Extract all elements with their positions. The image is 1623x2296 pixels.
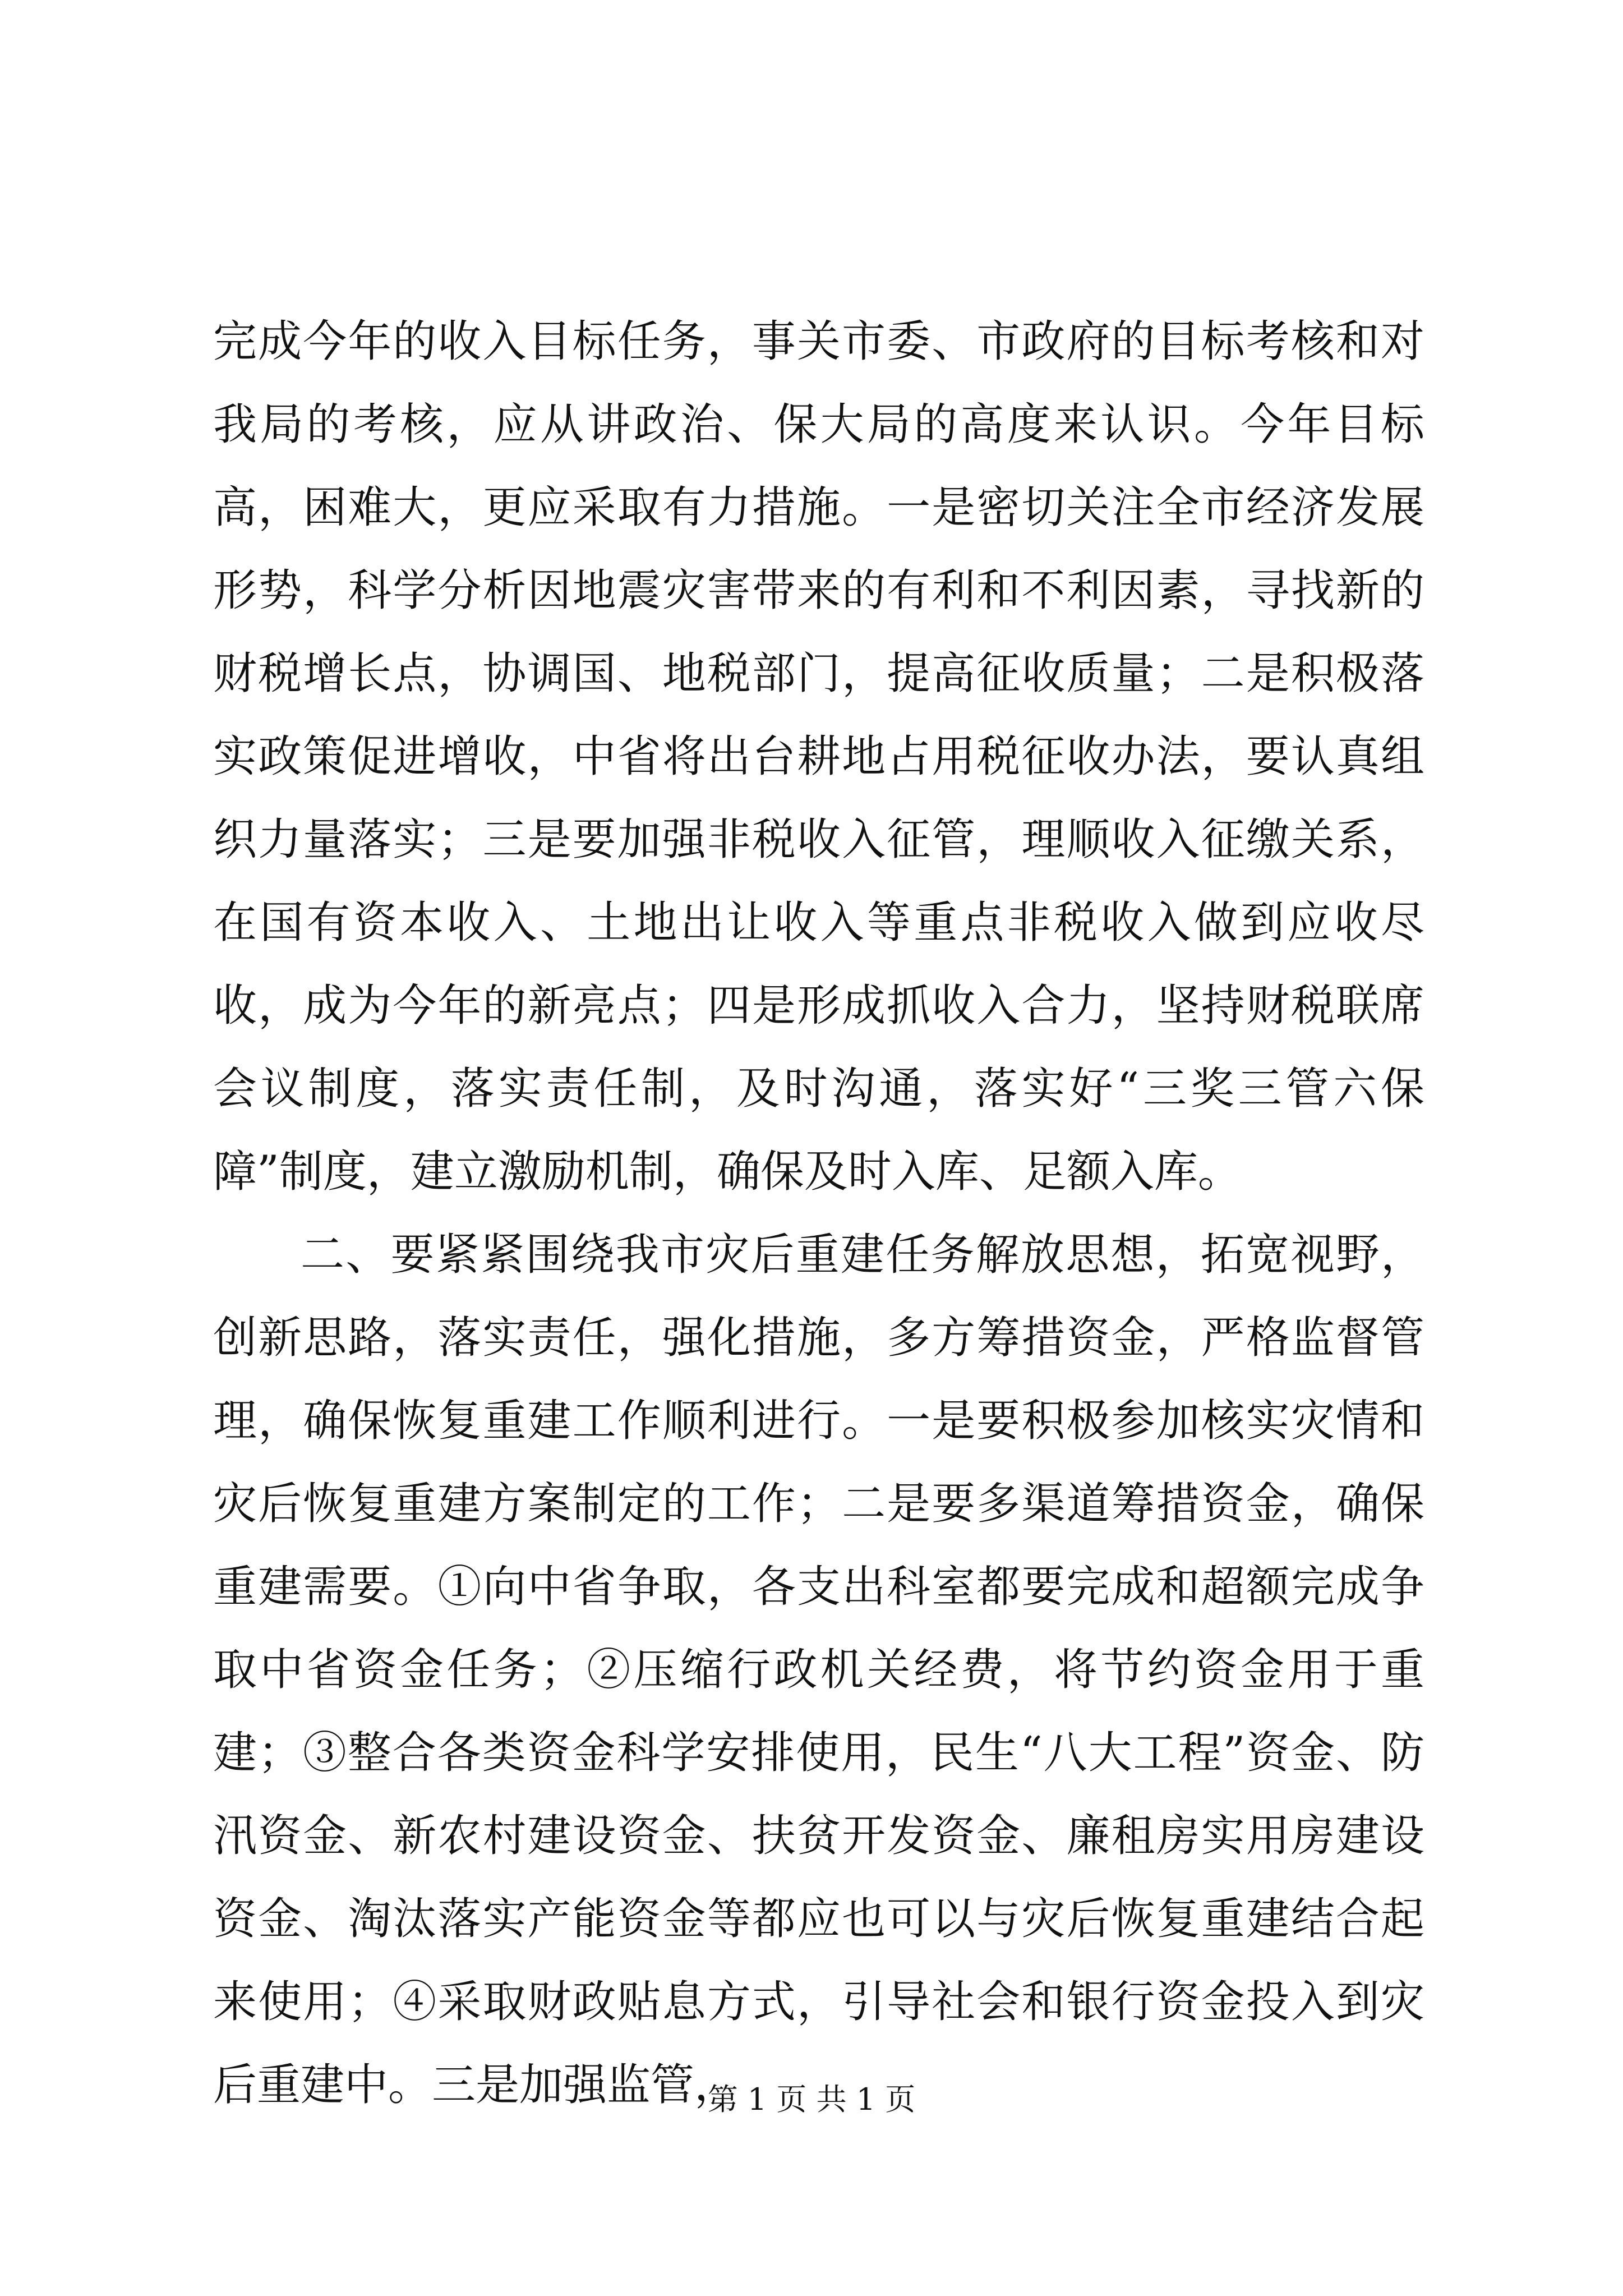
page-footer: 第 1 页 共 1 页 [707, 2082, 916, 2117]
document-body [213, 300, 1424, 2127]
paragraph-1: 完成今年的收入目标任务，事关市委、市政府的目标考核和对我局的考核，应从讲政治、保大局的高度来认识。今年目标高，困难大，更应采取有力措施。一是密切关注全市经济发展形势，科学分析因地震灾害带来的有利和不利因素，寻找新的财税增长点，协调国、地税部门，提高征收质量；二是积极落实政策促进增收，中省将出台耕地占用税征收办法，要认真组织力量落实；三是要加强非税收入征管，理顺收入征缴关系，在国有资本收入、土地出让收入等重点非税收入做到应收尽收，成为今年的新亮点；四是形成抓收入合力，坚持财税联席会议制度，落实责任制，及时沟通，落实好“三奖三管六保障”制度，建立激励机制，确保及时入库、足额入库。 [213, 316, 1424, 1197]
paragraph-2: 二、要紧紧围绕我市灾后重建任务解放思想，拓宽视野，创新思路，落实责任，强化措施，多方筹措资金，严格监督管理，确保恢复重建工作顺利进行。一是要积极参加核实灾情和灾后恢复重建方案制定的工作；二是要多渠道筹措资金，确保重建需要。①向中省争取，各支出科室都要完成和超额完成争取中省资金任务；②压缩行政机关经费，将节约资金用于重建；③整合各类资金科学安排使用，民生“八大工程”资金、防汛资金、新农村建设资金、扶贫开发资金、廉租房实用房建设资金、淘汰落实产能资金等都应也可以与灾后恢复重建结合起来使用；④采取财政贴息方式，引导社会和银行资金投入到灾后重建中。三是加强监管， [213, 1230, 1424, 2110]
